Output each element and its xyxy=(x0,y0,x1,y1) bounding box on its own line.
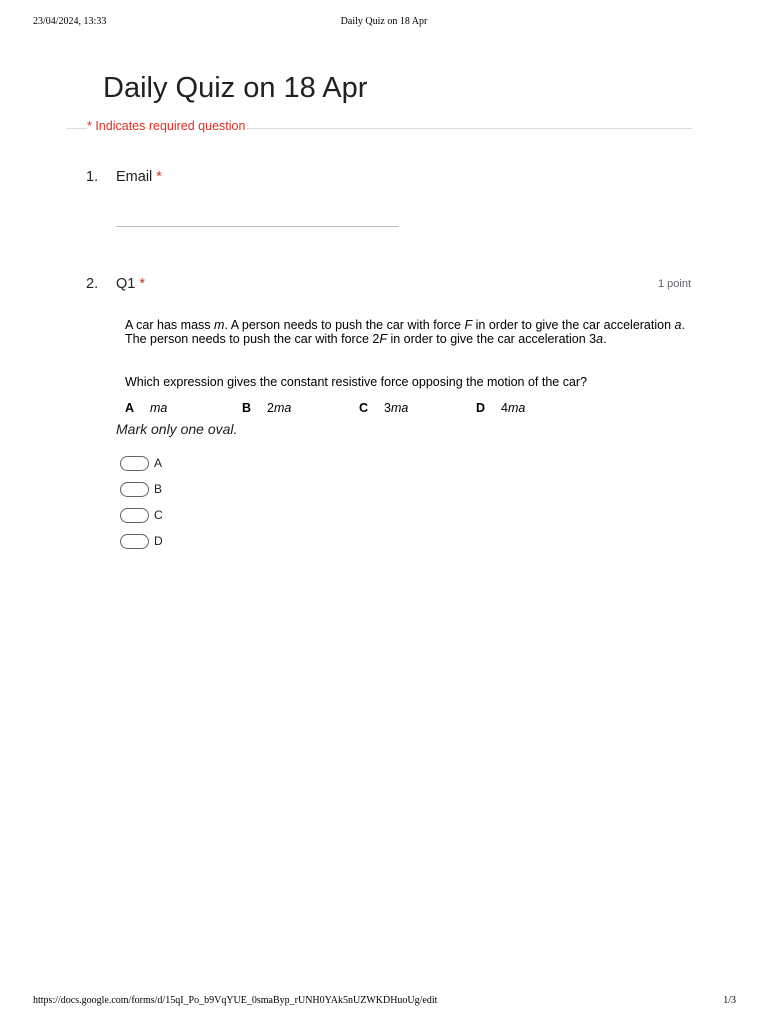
answer-expr-c: 3ma xyxy=(384,401,409,415)
print-header xyxy=(0,16,768,30)
option-label: C xyxy=(154,508,163,522)
answer-expr-d: 4ma xyxy=(501,401,526,415)
print-url: https://docs.google.com/forms/d/15qI_Po_b9VqYUE_0smaByp_rUNH0YAk5nUZWKDHuoUg/edit xyxy=(33,995,438,1006)
print-page-title: Daily Quiz on 18 Apr xyxy=(340,16,428,27)
required-star: * xyxy=(156,169,162,185)
question-title-email xyxy=(116,169,162,185)
answer-expr-b: 2ma xyxy=(267,401,292,415)
option-label: A xyxy=(154,456,163,470)
problem-question: Which expression gives the constant resistive force opposing the motion of the car? xyxy=(125,375,588,389)
required-star: * xyxy=(139,276,146,292)
radio-oval[interactable] xyxy=(120,534,149,549)
answer-letter-b: B xyxy=(242,401,252,415)
question-title-text: Email xyxy=(116,169,153,185)
option-d[interactable] xyxy=(120,533,163,549)
answer-expr-a: ma xyxy=(150,401,168,415)
question-number: 1. xyxy=(86,169,99,185)
answer-letter-a: A xyxy=(125,401,135,415)
option-b[interactable] xyxy=(120,481,162,497)
print-datetime: 23/04/2024, 13:33 xyxy=(33,16,107,27)
question-title-text: Q1 xyxy=(116,276,136,292)
option-label: D xyxy=(154,534,163,548)
question-number: 2. xyxy=(86,276,99,292)
answer-letter-d: D xyxy=(476,401,486,415)
radio-oval[interactable] xyxy=(120,508,149,523)
email-field[interactable] xyxy=(116,226,399,227)
points-label: 1 point xyxy=(657,278,691,290)
radio-oval[interactable] xyxy=(120,456,149,471)
print-page-number: 1/3 xyxy=(723,995,736,1006)
question-title-q1 xyxy=(116,276,145,292)
option-c[interactable] xyxy=(120,507,163,523)
problem-statement: A car has mass m. A person needs to push the car with force F in order to give the car acceleration a. The person needs to push the car with force 2F in order to give the car acceleration 3a. xyxy=(125,318,685,346)
mark-only-one-oval-hint: Mark only one oval. xyxy=(116,421,238,437)
option-a[interactable] xyxy=(120,455,162,471)
option-label: B xyxy=(154,482,163,496)
required-question-note: * Indicates required question xyxy=(87,119,246,133)
answer-letter-c: C xyxy=(359,401,369,415)
radio-oval[interactable] xyxy=(120,482,149,497)
form-title: Daily Quiz on 18 Apr xyxy=(103,72,368,104)
print-footer xyxy=(0,995,768,1009)
